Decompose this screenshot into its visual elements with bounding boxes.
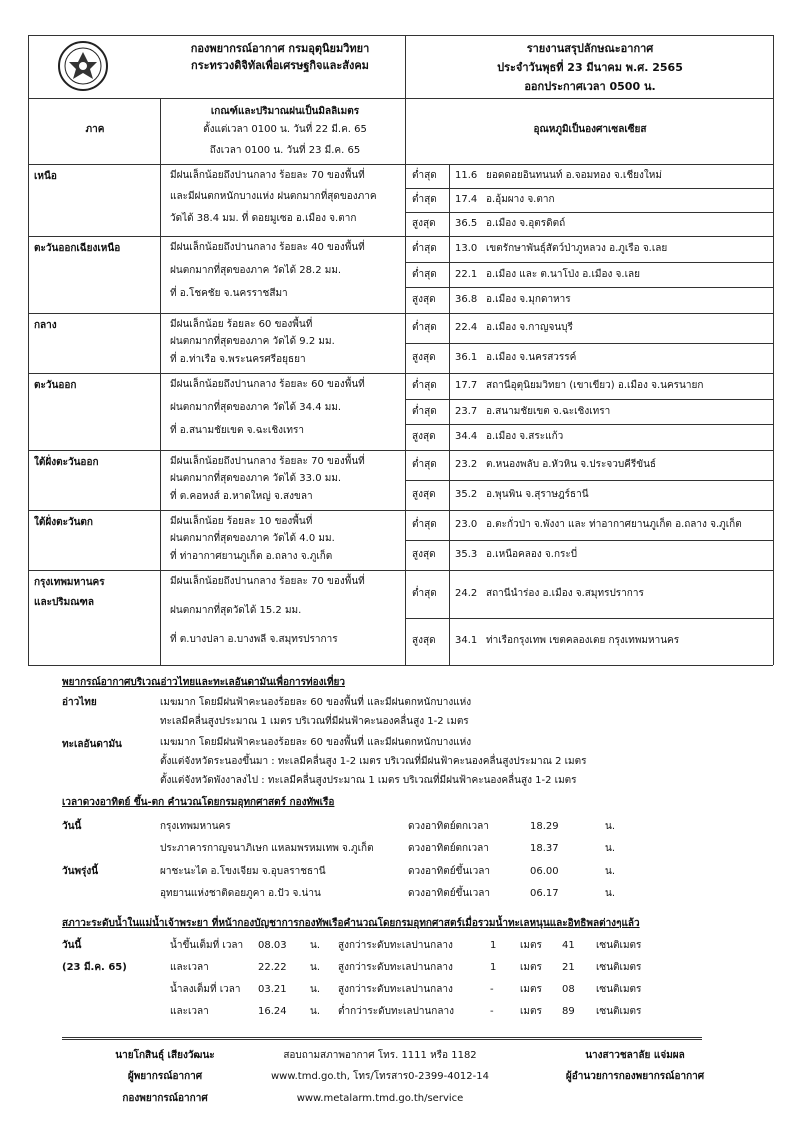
temp-type: ต่ำสุด: [412, 379, 437, 391]
water-meters-unit: เมตร: [520, 940, 542, 951]
temp-value: 13.0: [455, 242, 478, 254]
water-time-unit: น.: [310, 1006, 321, 1017]
temp-place: สถานีนำร่อง อ.เมือง จ.สมุทรปราการ: [486, 587, 644, 599]
water-time-unit: น.: [310, 940, 321, 951]
rain-text-line: ที่ อ.สนามชัยเขต จ.ฉะเชิงเทรา: [170, 425, 304, 436]
water-meters: -: [490, 984, 494, 995]
temp-value: 17.7: [455, 379, 478, 391]
director-name: นางสาวชลาลัย แจ่มผล: [585, 1050, 685, 1061]
water-time: 08.03: [258, 940, 287, 951]
region-name: ใต้ฝั่งตะวันตก: [34, 517, 93, 528]
rain-text-line: ฝนตกมากที่สุดของภาค วัดได้ 4.0 มม.: [170, 533, 335, 545]
region-name: กรุงเทพมหานคร: [34, 577, 105, 588]
sun-place: อุทยานแห่งชาติดอยภูคา อ.ปัว จ.น่าน: [160, 888, 321, 899]
water-meters-unit: เมตร: [520, 1006, 542, 1017]
water-day-label: วันนี้: [62, 940, 82, 951]
temp-header: อุณหภูมิเป็นองศาเซลเซียส: [533, 124, 647, 135]
region-name: และปริมณฑล: [34, 597, 94, 608]
rain-text-line: และมีฝนตกหนักบางแห่ง ฝนตกมากที่สุดของภาค: [170, 191, 377, 203]
sun-title: เวลาดวงอาทิตย์ ขึ้น-ตก คำนวณโดยกรมอุทกศาสตร์ กองทัพเรือ: [62, 797, 335, 808]
water-desc: สูงกว่าระดับทะเลปานกลาง: [338, 962, 453, 973]
sun-time-unit: น.: [605, 888, 616, 899]
rain-period-end: ถึงเวลา 0100 น. วันที่ 23 มี.ค. 65: [209, 145, 361, 156]
temp-type: ต่ำสุด: [412, 519, 437, 530]
sun-tomorrow-label: วันพรุ่งนี้: [62, 866, 99, 877]
rain-text-line: ที่ ท่าอากาศยานภูเก็ต อ.ถลาง จ.ภูเก็ต: [170, 550, 333, 562]
rain-text-line: มีฝนเล็กน้อย ร้อยละ 60 ของพื้นที่: [170, 319, 313, 330]
region-name: ใต้ฝั่งตะวันออก: [34, 457, 99, 468]
water-cm-unit: เซนติเมตร: [596, 962, 642, 973]
gulf-label: อ่าวไทย: [62, 697, 97, 708]
water-time: 22.22: [258, 962, 287, 973]
temp-value: 35.3: [455, 549, 478, 560]
temp-value: 23.2: [455, 459, 478, 470]
temp-type: สูงสุด: [412, 352, 436, 363]
sun-event: ดวงอาทิตย์ขึ้นเวลา: [408, 888, 491, 899]
temp-value: 35.2: [455, 489, 478, 500]
sun-time-unit: น.: [605, 843, 616, 854]
sun-time: 06.17: [530, 888, 559, 899]
temp-type: ต่ำสุด: [412, 268, 437, 280]
water-time-unit: น.: [310, 984, 321, 995]
region-name: เหนือ: [34, 171, 57, 182]
water-meters: 1: [490, 940, 497, 951]
water-cm: 08: [562, 984, 575, 995]
rain-text-line: ที่ อ.โชคชัย จ.นครราชสีมา: [170, 288, 288, 299]
temp-value: 36.5: [455, 218, 478, 229]
water-meters: 1: [490, 962, 497, 973]
temp-type: ต่ำสุด: [412, 587, 437, 599]
water-cm-unit: เซนติเมตร: [596, 940, 642, 951]
region-name: ตะวันออก: [34, 380, 77, 391]
water-cm: 21: [562, 962, 575, 973]
temp-place: อ.เมือง จ.อุตรดิตถ์: [486, 218, 566, 229]
andaman-line-2: ตั้งแต่จังหวัดระนองขึ้นมา : ทะเลมีคลื่นสูง 1-2 เมตร บริเวณที่มีฝนฟ้าคะนองคลื่นสูงประมาณ 2 เมตร: [160, 756, 587, 767]
temp-place: อ.สนามชัยเขต จ.ฉะเชิงเทรา: [486, 405, 611, 417]
contact-phone: สอบถามสภาพอากาศ โทร. 1111 หรือ 1182: [283, 1050, 477, 1061]
temp-place: อ.เมือง จ.นครสวรรค์: [486, 352, 577, 363]
temp-place: อ.เมือง จ.มุกดาหาร: [486, 294, 571, 306]
water-meters: -: [490, 1006, 494, 1017]
water-title: สภาวะระดับน้ำในแม่น้ำเจ้าพระยา ที่หน้ากองบัญชาการกองทัพเรือคำนวณโดยกรมอุทกศาสตร์เมื่อรวมน้ำทะเลหนุนและอิทธิพลต่างๆแล้ว: [62, 918, 640, 929]
sun-time: 06.00: [530, 866, 559, 877]
temp-type: สูงสุด: [412, 489, 436, 500]
water-meters-unit: เมตร: [520, 984, 542, 995]
forecaster-name: นายโกสินธุ์ เสียงวัฒนะ: [115, 1050, 215, 1061]
dept-line2: กระทรวงดิจิทัลเพื่อเศรษฐกิจและสังคม: [191, 59, 369, 72]
rain-text-line: มีฝนเล็กน้อยถึงปานกลาง ร้อยละ 70 ของพื้นที่: [170, 456, 365, 467]
tmd-logo: [57, 40, 109, 92]
temp-type: สูงสุด: [412, 218, 436, 229]
temp-place: ท่าเรือกรุงเทพ เขตคลองเตย กรุงเทพมหานคร: [486, 635, 680, 647]
rain-text-line: มีฝนเล็กน้อยถึงปานกลาง ร้อยละ 70 ของพื้นที่: [170, 170, 365, 181]
sun-today-label: วันนี้: [62, 821, 82, 832]
report-date: ประจำวันพุธที่ 23 มีนาคม พ.ศ. 2565: [497, 61, 683, 74]
rain-header: เกณฑ์และปริมาณฝนเป็นมิลลิเมตร: [210, 106, 360, 117]
temp-value: 36.8: [455, 294, 478, 306]
andaman-line-3: ตั้งแต่จังหวัดพังงาลงไป : ทะเลมีคลื่นสูงประมาณ 1 เมตร บริเวณที่มีฝนฟ้าคะนองคลื่นสูง 1-2 เมตร: [160, 775, 577, 786]
service-link[interactable]: www.metalarm.tmd.go.th/service: [296, 1093, 464, 1104]
rain-text-line: ที่ ต.คอหงส์ อ.หาดใหญ่ จ.สงขลา: [170, 490, 313, 502]
rain-text-line: ฝนตกมากที่สุดของภาค วัดได้ 9.2 มม.: [170, 336, 335, 348]
region-name: กลาง: [34, 320, 57, 331]
rain-text-line: ที่ อ.ท่าเรือ จ.พระนครศรีอยุธยา: [170, 353, 306, 365]
issue-time: ออกประกาศเวลา 0500 น.: [524, 80, 656, 93]
temp-place: อ.ตะกั่วป่า จ.พังงา และ ท่าอากาศยานภูเก็ต อ.ถลาง จ.ภูเก็ต: [486, 519, 742, 530]
temp-type: สูงสุด: [412, 549, 436, 560]
sun-event: ดวงอาทิตย์ตกเวลา: [408, 843, 489, 854]
gulf-line-2: ทะเลมีคลื่นสูงประมาณ 1 เมตร บริเวณที่มีฝนฟ้าคะนองคลื่นสูง 1-2 เมตร: [160, 716, 469, 727]
gulf-line-1: เมฆมาก โดยมีฝนฟ้าคะนองร้อยละ 60 ของพื้นที่ และมีฝนตกหนักบางแห่ง: [160, 697, 472, 708]
temp-type: ต่ำสุด: [412, 242, 437, 254]
report-title: รายงานสรุปลักษณะอากาศ: [526, 42, 654, 55]
region-name: ตะวันออกเฉียงเหนือ: [34, 243, 121, 254]
water-label: และเวลา: [170, 962, 209, 973]
temp-type: สูงสุด: [412, 294, 436, 306]
temp-place: สถานีอุตุนิยมวิทยา (เขาเขียว) อ.เมือง จ.นครนายก: [486, 379, 704, 391]
sun-event: ดวงอาทิตย์ตกเวลา: [408, 821, 489, 832]
temp-value: 34.1: [455, 635, 478, 647]
website-link[interactable]: www.tmd.go.th, โทร/โทรสาร0-2399-4012-14: [270, 1071, 489, 1082]
tourism-title: พยากรณ์อากาศบริเวณอ่าวไทยและทะเลอันดามันเพื่อการท่องเที่ยว: [62, 677, 346, 688]
rain-text-line: มีฝนเล็กน้อยถึงปานกลาง ร้อยละ 70 ของพื้นที่: [170, 576, 365, 587]
temp-value: 17.4: [455, 194, 478, 205]
temp-type: ต่ำสุด: [412, 405, 437, 417]
water-time-unit: น.: [310, 962, 321, 973]
water-desc: สูงกว่าระดับทะเลปานกลาง: [338, 984, 453, 995]
andaman-line-1: เมฆมาก โดยมีฝนฟ้าคะนองร้อยละ 60 ของพื้นที่ และมีฝนตกหนักบางแห่ง: [160, 737, 472, 748]
forecaster-role: ผู้พยากรณ์อากาศ: [127, 1071, 203, 1082]
rain-text-line: วัดได้ 38.4 มม. ที่ ดอยมูเซอ อ.เมือง จ.ตาก: [170, 212, 357, 224]
temp-place: อ.เหนือคลอง จ.กระบี่: [486, 549, 578, 560]
sun-time: 18.37: [530, 843, 559, 854]
water-label: น้ำขึ้นเต็มที่ เวลา: [170, 940, 244, 951]
water-cm: 41: [562, 940, 575, 951]
temp-value: 11.6: [455, 170, 478, 181]
sun-time: 18.29: [530, 821, 559, 832]
water-desc: สูงกว่าระดับทะเลปานกลาง: [338, 940, 453, 951]
rain-text-line: มีฝนเล็กน้อย ร้อยละ 10 ของพื้นที่: [170, 516, 313, 527]
temp-type: สูงสุด: [412, 635, 436, 647]
temp-place: อ.เมือง และ ต.นาโป่ง อ.เมือง จ.เลย: [486, 268, 640, 280]
temp-type: สูงสุด: [412, 431, 436, 443]
sun-event: ดวงอาทิตย์ขึ้นเวลา: [408, 866, 491, 877]
dept-line1: กองพยากรณ์อากาศ กรมอุตุนิยมวิทยา: [190, 42, 370, 55]
water-cm-unit: เซนติเมตร: [596, 1006, 642, 1017]
rain-text-line: มีฝนเล็กน้อยถึงปานกลาง ร้อยละ 60 ของพื้นที่: [170, 379, 365, 390]
temp-type: ต่ำสุด: [412, 322, 437, 333]
temp-value: 23.0: [455, 519, 478, 530]
temp-place: ต.หนองพลับ อ.หัวหิน จ.ประจวบคีรีขันธ์: [486, 459, 657, 470]
rain-text-line: ฝนตกมากที่สุดของภาค วัดได้ 33.0 มม.: [170, 473, 342, 485]
water-time: 03.21: [258, 984, 287, 995]
temp-value: 34.4: [455, 431, 478, 443]
temp-value: 36.1: [455, 352, 478, 363]
sun-place: ผาชะนะได อ.โขงเจียม จ.อุบลราชธานี: [160, 866, 326, 877]
temp-place: เขตรักษาพันธุ์สัตว์ป่าภูหลวง อ.ภูเรือ จ.เลย: [486, 242, 668, 254]
sun-time-unit: น.: [605, 821, 616, 832]
sun-place: กรุงเทพมหานคร: [160, 821, 231, 832]
water-cm: 89: [562, 1006, 575, 1017]
temp-place: อ.เมือง จ.สระแก้ว: [486, 431, 564, 443]
sun-time-unit: น.: [605, 866, 616, 877]
water-label: และเวลา: [170, 1006, 209, 1017]
temp-value: 22.1: [455, 268, 478, 280]
rain-text-line: ฝนตกมากที่สุดของภาค วัดได้ 34.4 มม.: [170, 402, 342, 413]
temp-place: อ.เมือง จ.กาญจนบุรี: [486, 322, 573, 333]
water-time: 16.24: [258, 1006, 287, 1017]
water-desc: ต่ำกว่าระดับทะเลปานกลาง: [338, 1006, 454, 1017]
rain-period-start: ตั้งแต่เวลา 0100 น. วันที่ 22 มี.ค. 65: [203, 124, 367, 135]
rain-text-line: ฝนตกมากที่สุดวัดได้ 15.2 มม.: [170, 605, 302, 616]
forecaster-dept: กองพยากรณ์อากาศ: [122, 1093, 208, 1104]
rain-text-line: ฝนตกมากที่สุดของภาค วัดได้ 28.2 มม.: [170, 265, 342, 276]
andaman-label: ทะเลอันดามัน: [62, 739, 122, 750]
temp-value: 22.4: [455, 322, 478, 333]
temp-place: อ.พุนพิน จ.สุราษฎร์ธานี: [486, 489, 589, 500]
temp-type: ต่ำสุด: [412, 170, 437, 181]
water-label: น้ำลงเต็มที่ เวลา: [170, 984, 241, 995]
sun-place: ประภาคารกาญจนาภิเษก แหลมพรหมเทพ จ.ภูเก็ต: [160, 843, 374, 854]
rain-text-line: ที่ ต.บางปลา อ.บางพลี จ.สมุทรปราการ: [170, 634, 338, 645]
water-date-label: (23 มี.ค. 65): [62, 962, 127, 973]
temp-place: อ.อุ้มผาง จ.ตาก: [486, 194, 555, 205]
water-cm-unit: เซนติเมตร: [596, 984, 642, 995]
water-meters-unit: เมตร: [520, 962, 542, 973]
temp-place: ยอดดอยอินทนนท์ อ.จอมทอง จ.เชียงใหม่: [486, 170, 662, 181]
temp-value: 23.7: [455, 405, 478, 417]
temp-type: ต่ำสุด: [412, 194, 437, 205]
col-region-header: ภาค: [85, 124, 105, 135]
director-role: ผู้อำนวยการกองพยากรณ์อากาศ: [565, 1071, 705, 1082]
temp-value: 24.2: [455, 587, 478, 599]
rain-text-line: มีฝนเล็กน้อยถึงปานกลาง ร้อยละ 40 ของพื้นที่: [170, 242, 365, 253]
temp-type: ต่ำสุด: [412, 459, 437, 470]
